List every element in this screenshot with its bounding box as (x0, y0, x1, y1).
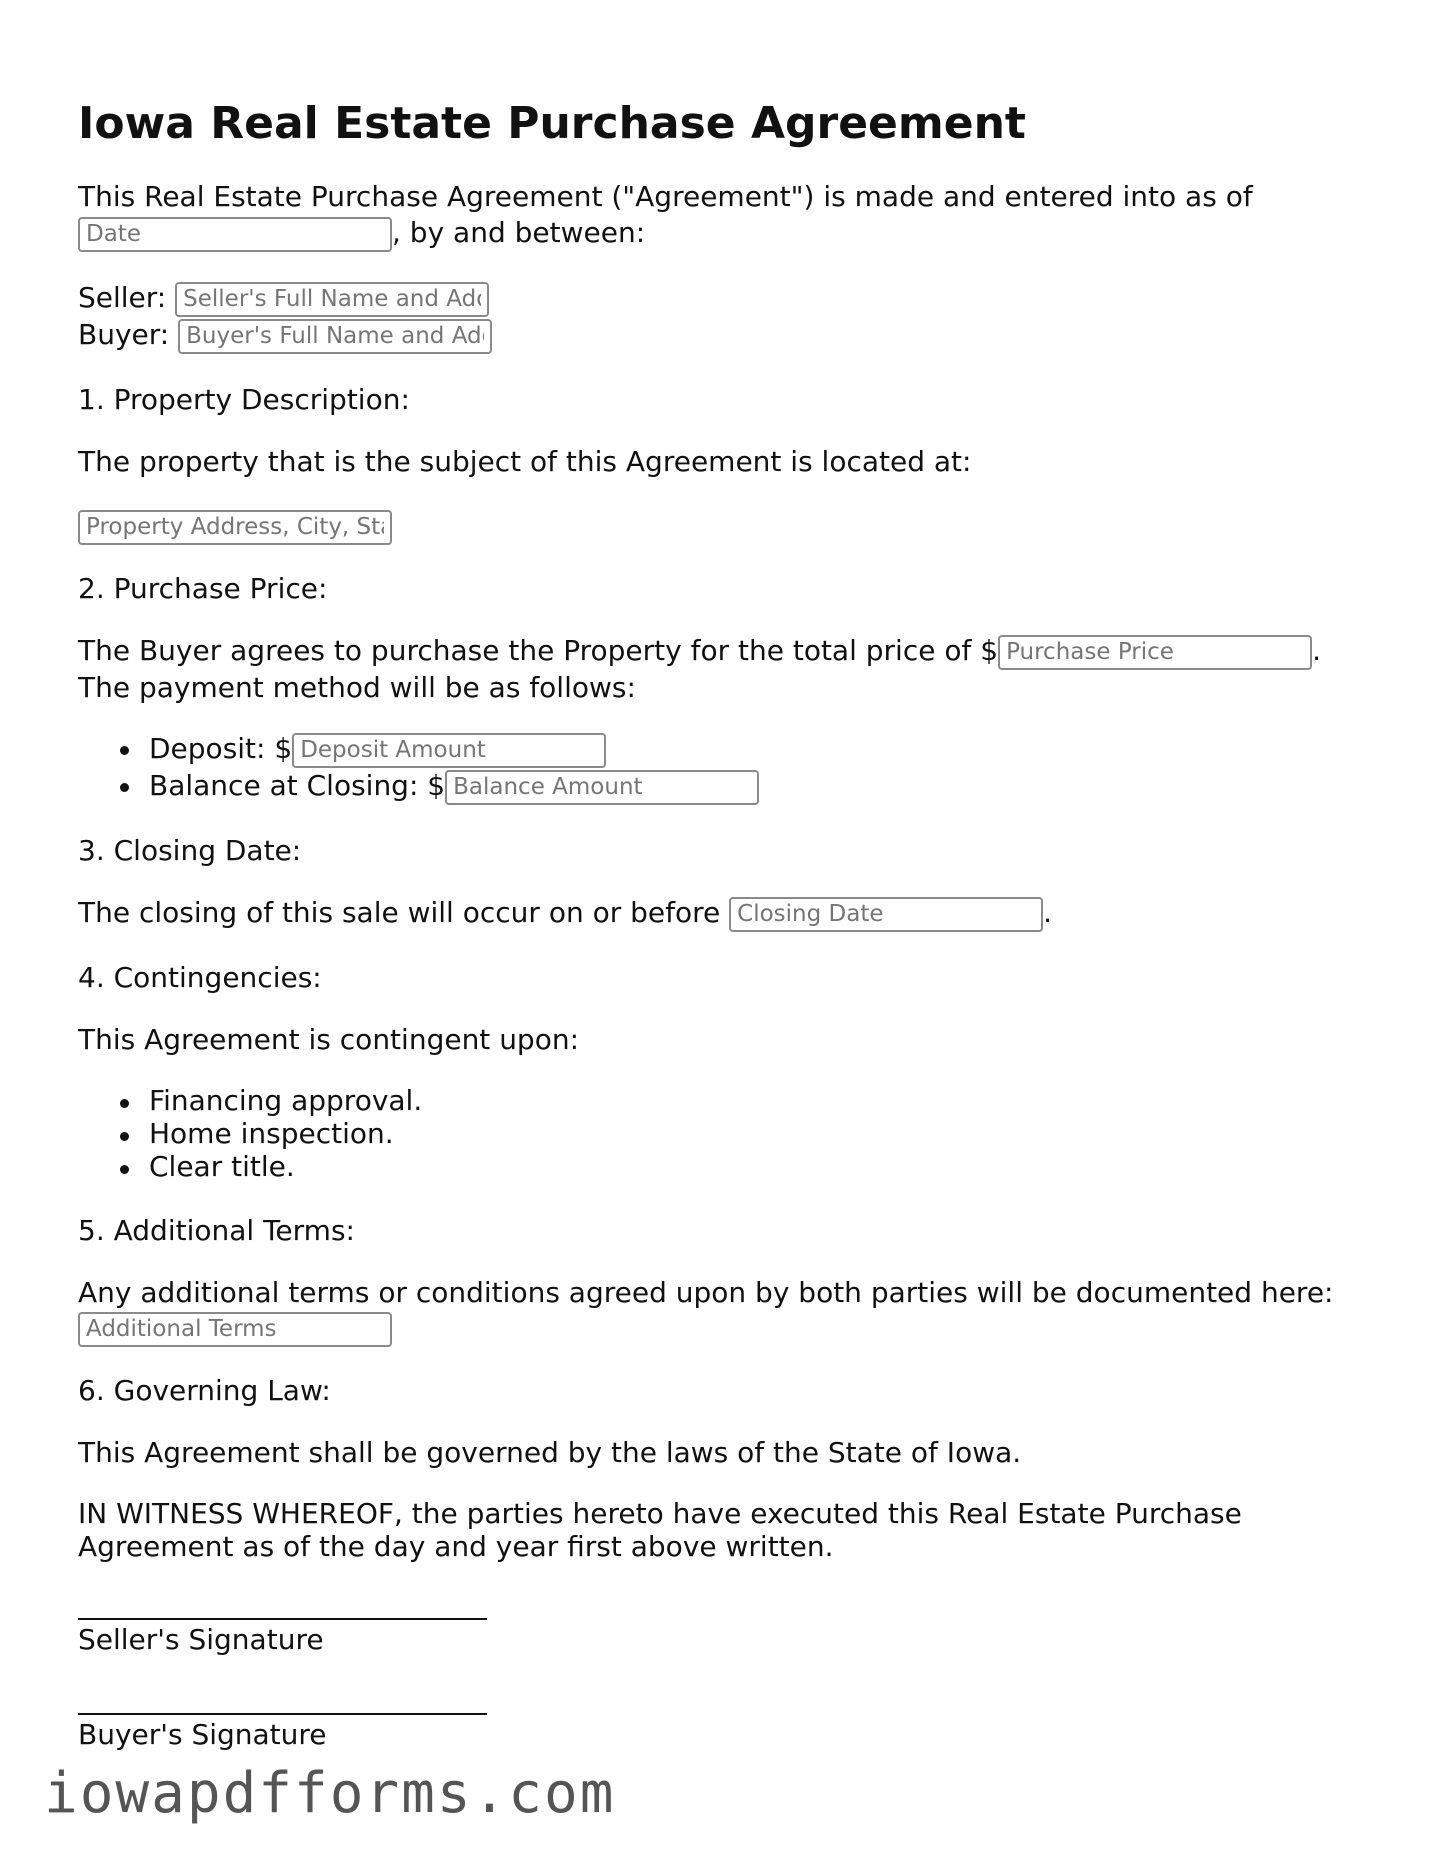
contingency-list (78, 1084, 422, 1183)
buyer-signature-label: Buyer's Signature (78, 1718, 327, 1751)
site-watermark: iowapdfforms.com (44, 1761, 616, 1826)
closing-date-input[interactable] (729, 897, 1043, 932)
purchase-price-period: . (1312, 634, 1321, 667)
intro-date-line (78, 215, 645, 252)
balance-label: Balance at Closing: $ (149, 769, 446, 802)
section-6-heading: 6. Governing Law: (78, 1374, 331, 1407)
payment-list (78, 731, 759, 805)
witness-clause (78, 1497, 1242, 1563)
list-item: Financing approval. (78, 1084, 422, 1117)
purchase-price-input[interactable] (998, 635, 1312, 670)
section-2-heading: 2. Purchase Price: (78, 572, 328, 605)
list-item: Clear title. (78, 1150, 422, 1183)
witness-line-1: IN WITNESS WHEREOF, the parties hereto have executed this Real Estate Purchase (78, 1497, 1242, 1530)
deposit-amount-input[interactable] (292, 733, 606, 768)
additional-terms-row (78, 1310, 392, 1347)
list-item: Home inspection. (78, 1117, 422, 1150)
balance-item (78, 768, 759, 805)
additional-terms-input[interactable] (78, 1312, 392, 1347)
section-5-text: Any additional terms or conditions agreed upon by both parties will be documented here: (78, 1276, 1334, 1309)
balance-amount-input[interactable] (445, 770, 759, 805)
purchase-price-text: The Buyer agrees to purchase the Property for the total price of $ (78, 634, 999, 667)
deposit-item (78, 731, 759, 768)
buyer-label: Buyer: (78, 318, 170, 351)
property-address-row (78, 508, 392, 545)
section-5-heading: 5. Additional Terms: (78, 1214, 355, 1247)
seller-row (78, 280, 489, 317)
section-1-heading: 1. Property Description: (78, 383, 410, 416)
intro-text-after: , by and between: (392, 216, 646, 249)
section-3-heading: 3. Closing Date: (78, 834, 302, 867)
closing-date-row (78, 895, 1052, 932)
page-title: Iowa Real Estate Purchase Agreement (78, 98, 1026, 149)
section-1-text: The property that is the subject of this Agreement is located at: (78, 445, 972, 478)
property-address-input[interactable] (78, 510, 392, 545)
seller-signature-line[interactable] (78, 1618, 487, 1620)
payment-method-text: The payment method will be as follows: (78, 671, 636, 704)
buyer-signature-line[interactable] (78, 1713, 487, 1715)
date-input[interactable] (78, 217, 392, 252)
seller-label: Seller: (78, 281, 167, 314)
section-6-text: This Agreement shall be governed by the laws of the State of Iowa. (78, 1436, 1022, 1469)
seller-name-input[interactable] (175, 282, 489, 317)
intro-text: This Real Estate Purchase Agreement ("Agreement") is made and entered into as of (78, 180, 1253, 213)
seller-signature-label: Seller's Signature (78, 1623, 324, 1656)
purchase-price-row (78, 633, 1321, 670)
closing-date-period: . (1043, 896, 1053, 929)
section-4-text: This Agreement is contingent upon: (78, 1023, 580, 1056)
witness-line-2: Agreement as of the day and year first above written. (78, 1530, 834, 1563)
section-4-heading: 4. Contingencies: (78, 961, 322, 994)
buyer-row (78, 317, 492, 354)
buyer-name-input[interactable] (178, 319, 492, 354)
deposit-label: Deposit: $ (149, 732, 293, 765)
intro-line (78, 179, 1253, 215)
closing-date-text: The closing of this sale will occur on or before (78, 896, 721, 929)
